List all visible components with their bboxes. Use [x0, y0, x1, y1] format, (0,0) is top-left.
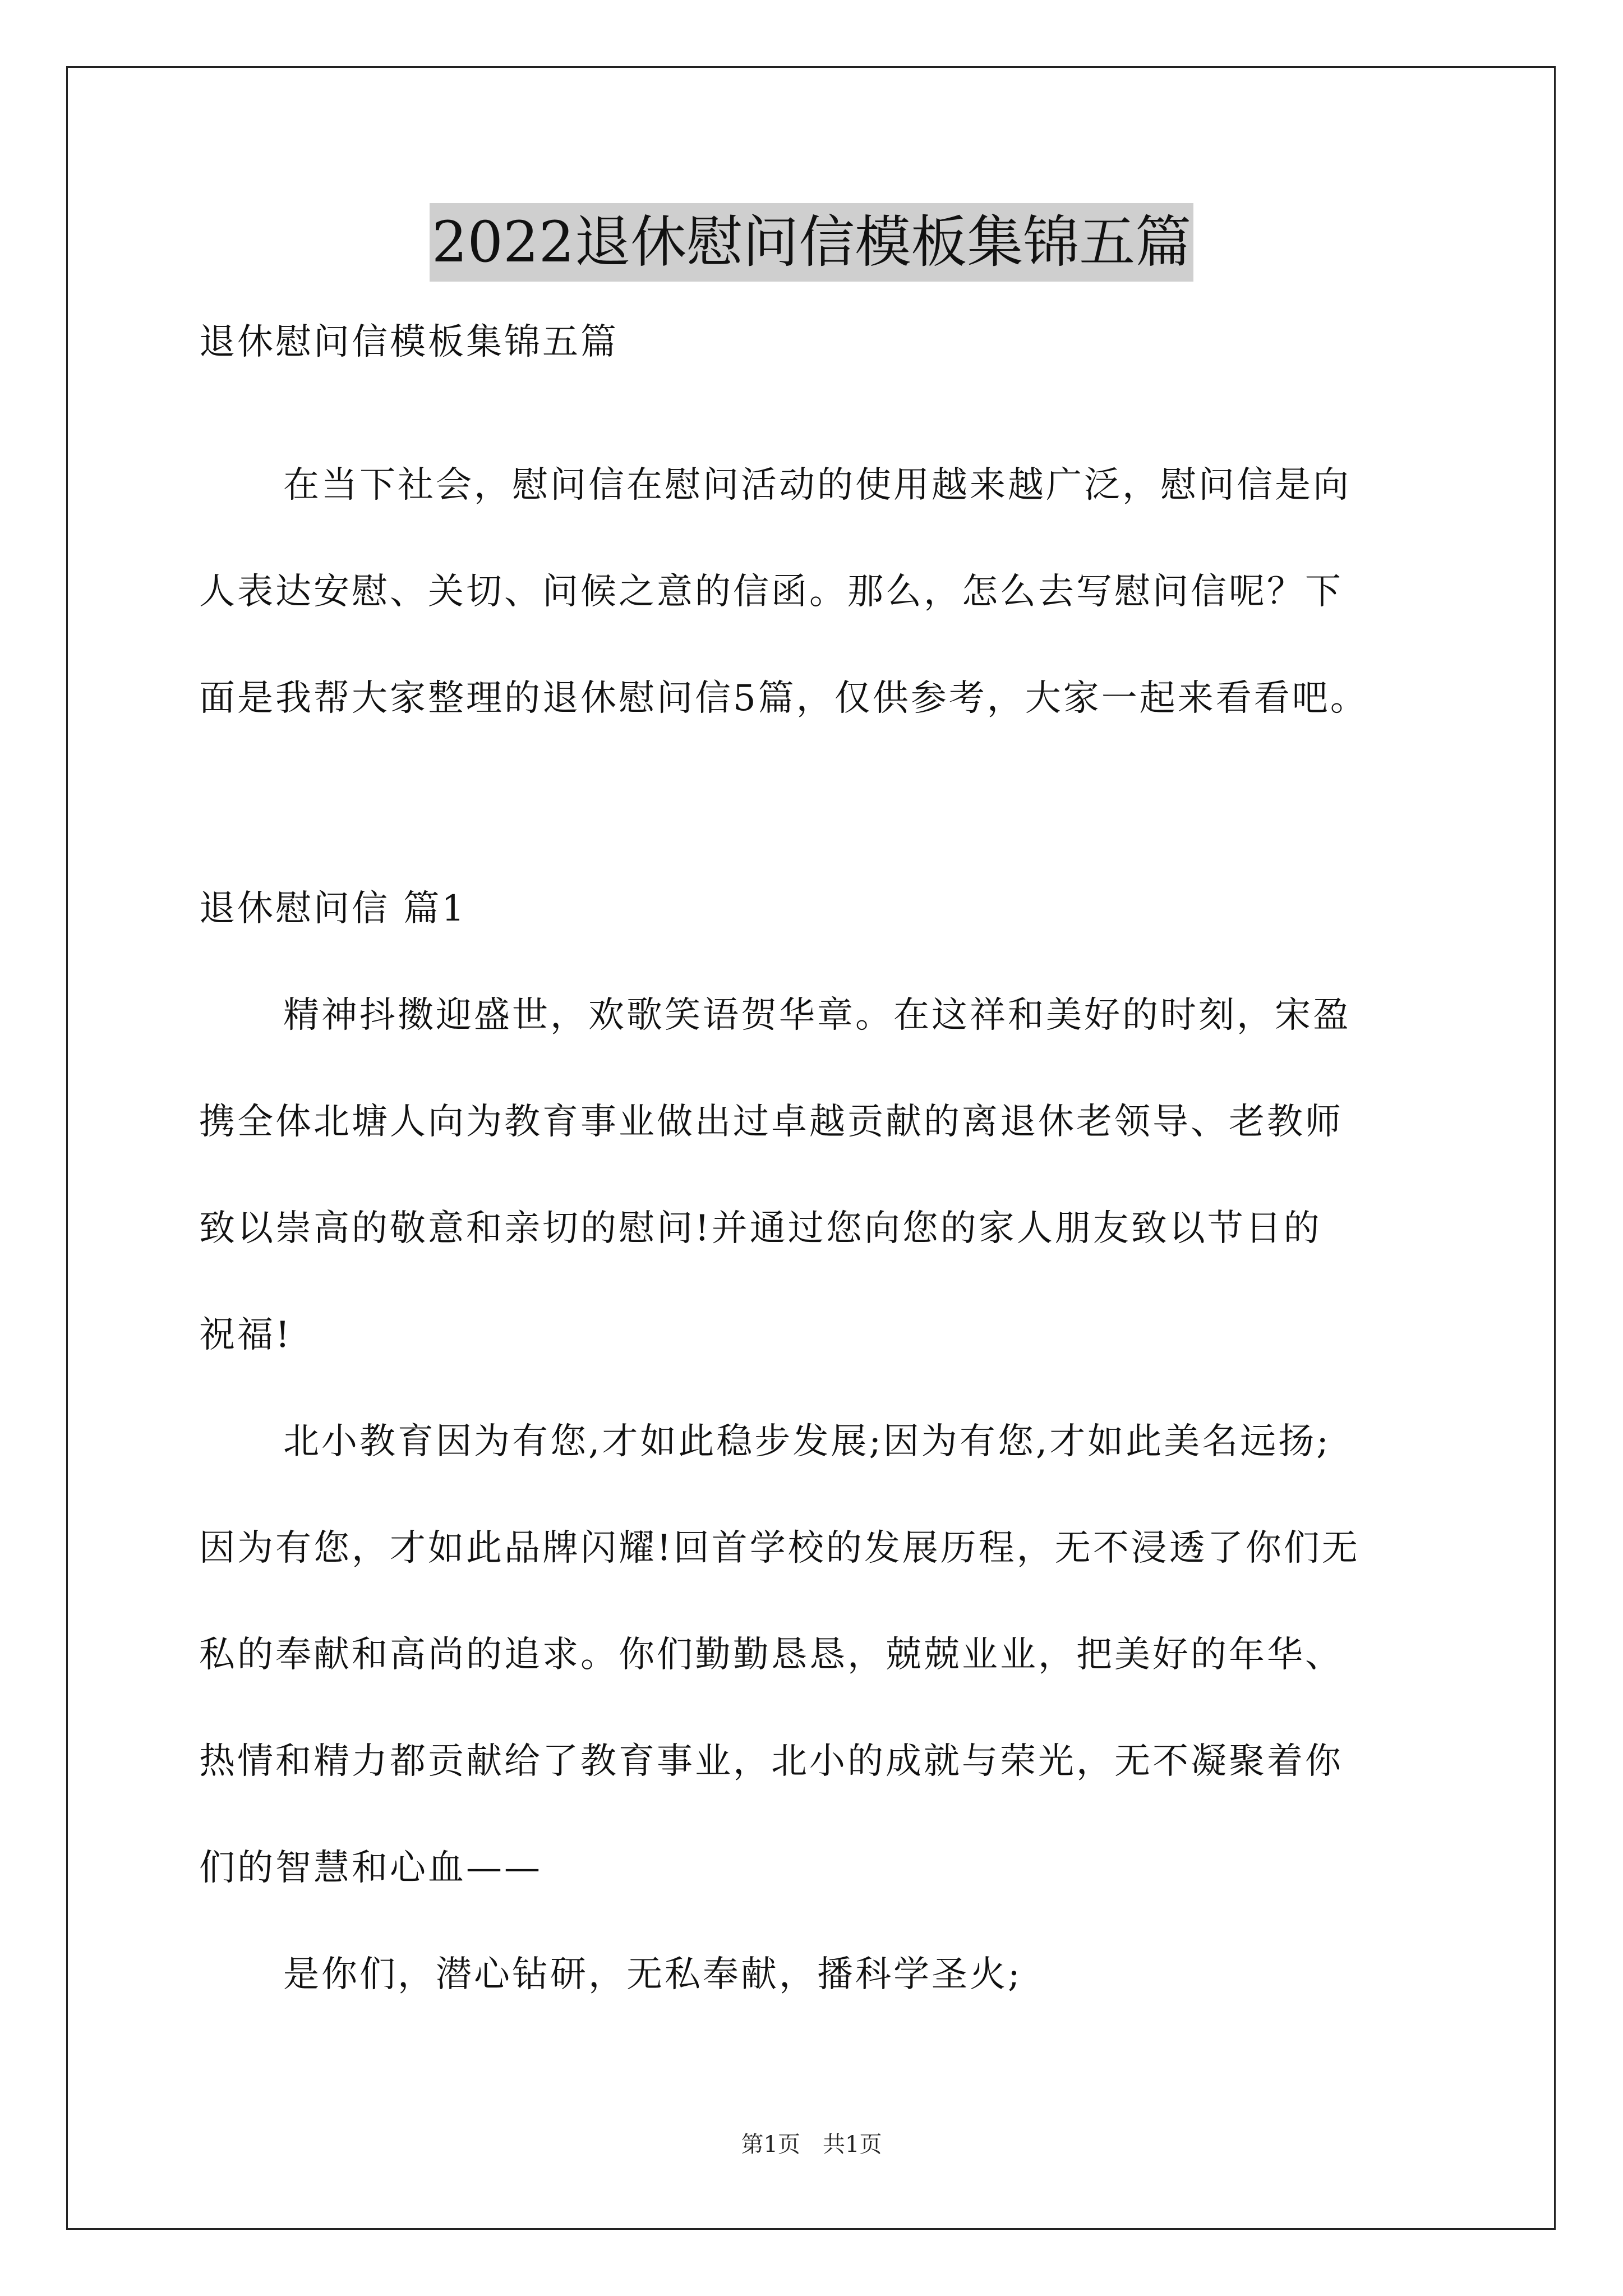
para2-line-5: 们的智慧和心血—— — [199, 1847, 542, 1889]
document-title: 2022退休慰问信模板集锦五篇 — [430, 203, 1194, 282]
title-container — [0, 203, 1623, 282]
intro-line-2: 人表达安慰、关切、问候之意的信函。那么，怎么去写慰问信呢？下 — [199, 571, 1343, 613]
section-heading: 退休慰问信 篇1 — [199, 888, 467, 930]
para2-line-3: 私的奉献和高尚的追求。你们勤勤恳恳，兢兢业业，把美好的年华、 — [199, 1634, 1343, 1676]
para2-line-2: 因为有您，才如此品牌闪耀!回首学校的发展历程，无不浸透了你们无 — [199, 1527, 1360, 1569]
para3-line-1: 是你们，潜心钻研，无私奉献，播科学圣火; — [283, 1954, 1022, 1995]
para1-line-2: 携全体北塘人向为教育事业做出过卓越贡献的离退休老领导、老教师 — [199, 1101, 1343, 1143]
page-footer: 第1页 共1页 — [741, 2132, 882, 2157]
para2-line-1: 北小教育因为有您,才如此稳步发展;因为有您,才如此美名远扬; — [283, 1421, 1331, 1462]
intro-line-1: 在当下社会，慰问信在慰问活动的使用越来越广泛，慰问信是向 — [283, 464, 1351, 506]
para1-line-4: 祝福! — [199, 1314, 292, 1356]
para2-line-4: 热情和精力都贡献给了教育事业，北小的成就与荣光，无不凝聚着你 — [199, 1741, 1343, 1782]
para1-line-3: 致以崇高的敬意和亲切的慰问!并通过您向您的家人朋友致以节日的 — [199, 1208, 1322, 1249]
para1-line-1: 精神抖擞迎盛世，欢歌笑语贺华章。在这祥和美好的时刻，宋盈 — [283, 995, 1351, 1036]
subtitle: 退休慰问信模板集锦五篇 — [199, 321, 619, 363]
intro-line-3: 面是我帮大家整理的退休慰问信5篇，仅供参考，大家一起来看看吧。 — [199, 678, 1368, 719]
